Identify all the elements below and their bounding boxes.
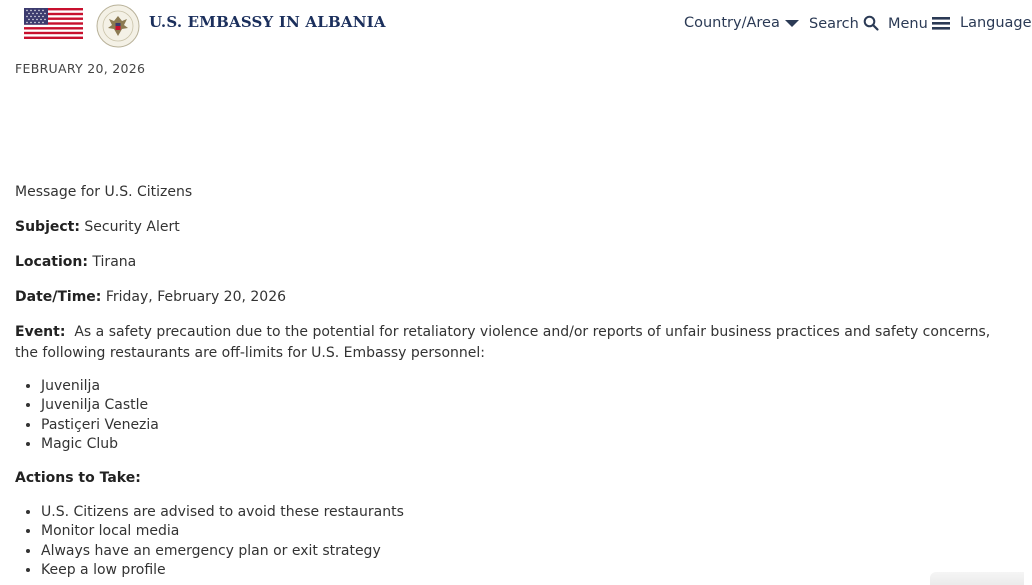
datetime-label: Date/Time:	[15, 289, 102, 305]
list-item: • Always have an emergency plan or exit strategy	[41, 542, 404, 561]
subject-label: Subject:	[15, 219, 80, 235]
location-label: Location:	[15, 254, 88, 270]
intro-text: Message for U.S. Citizens	[15, 184, 193, 200]
language-label: Language	[960, 15, 1032, 31]
actions-label: Actions to Take:	[15, 470, 141, 486]
us-flag-icon[interactable]	[24, 8, 83, 39]
site-header	[0, 0, 1032, 52]
floating-widget-edge	[930, 572, 1024, 585]
subject-value: Security Alert	[84, 219, 180, 235]
event-paragraph	[15, 322, 1010, 364]
site-title[interactable]: U.S. EMBASSY IN ALBANIA	[149, 13, 386, 31]
menu-button[interactable]	[888, 15, 950, 32]
menu-label: Menu	[888, 16, 928, 32]
event-text: As a safety precaution due to the potential for retaliatory violence and/or reports of unfair business practices and safety concerns, the following restaurants are off-limits for U.S. Embassy personnel:	[15, 324, 991, 361]
datetime-line	[15, 288, 286, 307]
datetime-value: Friday, February 20, 2026	[105, 289, 287, 305]
search-button[interactable]	[809, 15, 879, 32]
language-selector[interactable]	[960, 15, 1032, 31]
list-item: • Juvenilja	[41, 377, 159, 396]
list-item: • Pastiçeri Venezia	[41, 416, 159, 435]
caret-down-icon	[784, 16, 800, 30]
hamburger-menu-icon	[932, 15, 950, 31]
country-area-dropdown[interactable]	[684, 15, 800, 31]
search-label: Search	[809, 16, 859, 32]
state-department-seal-icon[interactable]	[96, 4, 140, 48]
list-item: • Monitor local media	[41, 522, 404, 541]
list-item: • U.S. Citizens are advised to avoid these restaurants	[41, 503, 404, 522]
post-date: FEBRUARY 20, 2026	[15, 61, 146, 76]
actions-heading	[15, 469, 141, 488]
restaurant-list	[15, 377, 159, 454]
location-line	[15, 253, 136, 272]
country-area-label: Country/Area	[684, 15, 780, 31]
search-icon	[863, 15, 879, 31]
event-label: Event:	[15, 324, 66, 340]
actions-list	[15, 503, 404, 580]
subject-line	[15, 218, 180, 237]
list-item: • Keep a low profile	[41, 561, 404, 580]
list-item: • Juvenilja Castle	[41, 396, 159, 415]
list-item: • Magic Club	[41, 435, 159, 454]
location-value: Tirana	[92, 254, 137, 270]
